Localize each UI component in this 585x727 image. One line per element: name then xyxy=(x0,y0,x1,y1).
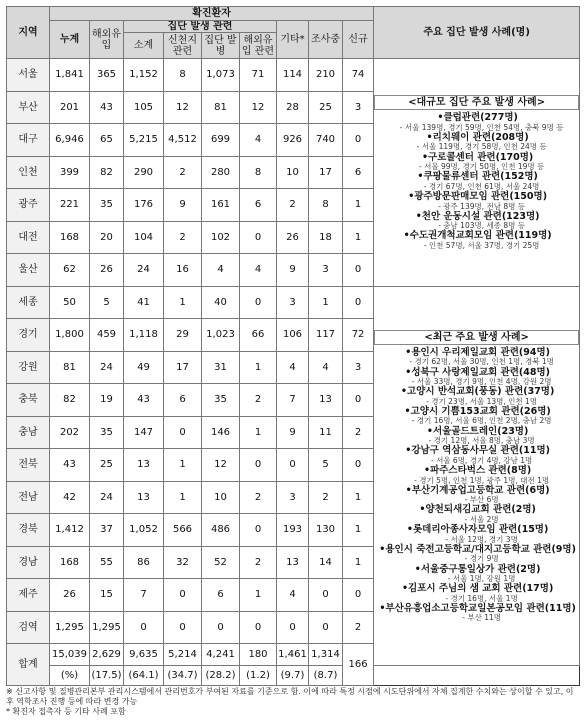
invest-cell: 117 xyxy=(309,319,343,352)
ov_rel-cell: 4 xyxy=(240,254,277,287)
new-cell: 72 xyxy=(343,319,374,352)
region-cell: 경남 xyxy=(7,546,50,579)
case-detail: - 서울 12명, 경기 3명 xyxy=(374,536,579,544)
case-item: • 파주스타벅스 관련(8명) xyxy=(374,466,579,476)
subtotal-cell: 41 xyxy=(124,286,164,319)
case-detail: - 경기 5명, 인천 1명, 광주 1명, 대전 1명 xyxy=(374,477,579,485)
case-item: • 강남구 역삼동사무실 관련(11명) xyxy=(374,446,579,456)
header-group: 집단 발병 xyxy=(202,33,240,59)
shincheonji-cell: 1 xyxy=(164,481,202,514)
case-detail: - 경기 67명, 인천 61명, 서울 24명 xyxy=(374,183,579,191)
shincheonji-cell: 8 xyxy=(164,59,202,92)
subtotal-cell: 1,052 xyxy=(124,514,164,547)
group-cell: 4 xyxy=(202,254,240,287)
ov_rel-cell: 1 xyxy=(240,579,277,612)
ov_rel-cell: 12 xyxy=(240,91,277,124)
overseas-cell: 20 xyxy=(90,221,124,254)
subtotal-cell: 5,215 xyxy=(124,124,164,157)
subtotal-cell: 105 xyxy=(124,91,164,124)
table-row xyxy=(7,286,580,319)
region-cell: 대전 xyxy=(7,221,50,254)
group-cell: 1,023 xyxy=(202,319,240,352)
ov_rel-cell: 1 xyxy=(240,416,277,449)
overseas-cell: 365 xyxy=(90,59,124,92)
header-new: 신규 xyxy=(343,21,374,59)
case-item: • 고양시 반석교회(풍동) 관련(37명) xyxy=(374,387,579,397)
other-cell: 114 xyxy=(277,59,309,92)
case-list xyxy=(374,330,579,623)
region-cell: 충북 xyxy=(7,384,50,417)
other-cell: 0 xyxy=(277,611,309,644)
new-cell: 1 xyxy=(343,546,374,579)
subtotal-cell: 1,118 xyxy=(124,319,164,352)
overseas-cell: 19 xyxy=(90,384,124,417)
region-cell: 부산 xyxy=(7,91,50,124)
header-cases: 주요 집단 발생 사례(명) xyxy=(374,7,580,59)
group-cell: 102 xyxy=(202,221,240,254)
region-cell: 울산 xyxy=(7,254,50,287)
ov_rel-cell: 6 xyxy=(240,189,277,222)
case-item: • 용인시 우리제일교회 관련(94명) xyxy=(374,348,579,358)
ov_rel-cell: 0 xyxy=(240,449,277,482)
ov_rel-cell: 8 xyxy=(240,156,277,189)
ov_rel-cell: 4 xyxy=(240,124,277,157)
overseas-cell: 15 xyxy=(90,579,124,612)
percent-ov_rel-cell: (1.2) xyxy=(240,666,277,686)
subtotal-cell: 147 xyxy=(124,416,164,449)
other-cell: 9 xyxy=(277,254,309,287)
shincheonji-cell: 1 xyxy=(164,286,202,319)
total-cell: 201 xyxy=(50,91,90,124)
footnote: * 확진자 접촉자 등 기타 사례 포함 xyxy=(6,707,126,716)
total-new-cell: 166 xyxy=(343,644,374,686)
other-cell: 106 xyxy=(277,319,309,352)
total-cell: 81 xyxy=(50,351,90,384)
invest-cell: 2 xyxy=(309,481,343,514)
case-item: • 클럽관련(277명) xyxy=(374,113,579,123)
invest-cell: 17 xyxy=(309,156,343,189)
subtotal-cell: 176 xyxy=(124,189,164,222)
subtotal-cell: 7 xyxy=(124,579,164,612)
header-shincheonji: 신천지 관련 xyxy=(164,33,202,59)
percent-group-cell: (28.2) xyxy=(202,666,240,686)
case-item: • 광주방문판매모임 관련(150명) xyxy=(374,192,579,202)
overseas-cell: 1,295 xyxy=(90,611,124,644)
new-cell: 3 xyxy=(343,91,374,124)
percent-invest-cell: (8.7) xyxy=(309,666,343,686)
case-section-heading: <최근 주요 발생 사례> xyxy=(374,330,579,345)
invest-cell: 0 xyxy=(309,579,343,612)
totals-percent-row xyxy=(7,666,580,686)
shincheonji-cell: 0 xyxy=(164,579,202,612)
group-cell: 1,073 xyxy=(202,59,240,92)
case-item: • 리치웨이 관련(208명) xyxy=(374,133,579,143)
other-cell: 926 xyxy=(277,124,309,157)
total-cell: 202 xyxy=(50,416,90,449)
other-cell: 3 xyxy=(277,481,309,514)
percent-total-cell: (%) xyxy=(50,666,90,686)
group-cell: 6 xyxy=(202,579,240,612)
invest-cell: 14 xyxy=(309,546,343,579)
other-cell: 3 xyxy=(277,286,309,319)
case-detail: - 경기 12명, 서울 8명, 충남 3명 xyxy=(374,437,579,445)
new-cell: 1 xyxy=(343,481,374,514)
region-cell: 서울 xyxy=(7,59,50,92)
region-cell: 검역 xyxy=(7,611,50,644)
footnote: ※ 신고사항 및 질병관리본부 관리시스템에서 관리번호가 부여된 자료를 기준으로 함. 이에 따라 특정 시점에 시도단위에서 자체 집계한 수치와는 상이할 수 있고, 이후 역학조사 진행 등에 따라 변경 가능 xyxy=(6,687,574,706)
case-detail: - 서울 2명 xyxy=(374,516,579,524)
new-cell: 3 xyxy=(343,351,374,384)
case-detail: - 서울 99명, 경기 50명, 인천 19명 등 xyxy=(374,163,579,171)
total-cell: 1,841 xyxy=(50,59,90,92)
overseas-cell: 55 xyxy=(90,546,124,579)
ov_rel-cell: 0 xyxy=(240,221,277,254)
shincheonji-cell: 29 xyxy=(164,319,202,352)
shincheonji-cell: 16 xyxy=(164,254,202,287)
other-cell: 26 xyxy=(277,221,309,254)
shincheonji-cell: 32 xyxy=(164,546,202,579)
total-cell: 62 xyxy=(50,254,90,287)
ov_rel-cell: 1 xyxy=(240,351,277,384)
total-cell: 42 xyxy=(50,481,90,514)
case-detail: - 경기 62명, 서울 30명, 인천 1명, 경북 1명 xyxy=(374,358,579,366)
other-cell: 4 xyxy=(277,579,309,612)
case-detail: - 부산 11명 xyxy=(374,614,579,622)
other-cell: 28 xyxy=(277,91,309,124)
new-cell: 0 xyxy=(343,286,374,319)
footnotes xyxy=(6,687,579,717)
group-cell: 31 xyxy=(202,351,240,384)
shincheonji-cell: 0 xyxy=(164,416,202,449)
header-region: 지역 xyxy=(7,7,50,59)
subtotal-cell: 13 xyxy=(124,449,164,482)
total-cell: 50 xyxy=(50,286,90,319)
header-investigating: 조사중 xyxy=(309,21,343,59)
case-detail: - 부산 6명 xyxy=(374,496,579,504)
region-cell: 대구 xyxy=(7,124,50,157)
overseas-cell: 24 xyxy=(90,481,124,514)
group-cell: 35 xyxy=(202,384,240,417)
header-cluster: 집단 발생 관련 xyxy=(124,21,277,33)
ov_rel-cell: 2 xyxy=(240,481,277,514)
totals-label: 합계 xyxy=(7,644,50,686)
shincheonji-cell: 4,512 xyxy=(164,124,202,157)
group-cell: 161 xyxy=(202,189,240,222)
group-cell: 146 xyxy=(202,416,240,449)
case-item: • 부산기계공업고등학교 관련(6명) xyxy=(374,486,579,496)
percent-shincheonji-cell: (34.7) xyxy=(164,666,202,686)
case-detail: - 충남 103명, 세종 8명 등 xyxy=(374,222,579,230)
total-cell: 1,800 xyxy=(50,319,90,352)
new-cell: 2 xyxy=(343,611,374,644)
new-cell: 2 xyxy=(343,416,374,449)
overseas-cell: 35 xyxy=(90,189,124,222)
total-cell: 82 xyxy=(50,384,90,417)
shincheonji-cell: 17 xyxy=(164,351,202,384)
case-list xyxy=(374,95,579,250)
case-detail: - 서울 1명, 강원 1명 xyxy=(374,575,579,583)
table-row xyxy=(7,59,580,92)
case-detail: - 서울 33명, 경기 9명, 인천 4명, 강원 2명 xyxy=(374,378,579,386)
region-cell: 인천 xyxy=(7,156,50,189)
percent-other-cell: (9.7) xyxy=(277,666,309,686)
group-cell: 40 xyxy=(202,286,240,319)
other-cell: 0 xyxy=(277,449,309,482)
shincheonji-cell: 0 xyxy=(164,611,202,644)
percent-subtotal-cell: (64.1) xyxy=(124,666,164,686)
group-cell: 486 xyxy=(202,514,240,547)
overseas-cell: 37 xyxy=(90,514,124,547)
total-cell: 399 xyxy=(50,156,90,189)
overseas-cell: 26 xyxy=(90,254,124,287)
shincheonji-cell: 12 xyxy=(164,91,202,124)
case-item: • 서울골드트레인(23명) xyxy=(374,427,579,437)
total-total-cell: 15,039 xyxy=(50,644,90,666)
region-cell: 광주 xyxy=(7,189,50,222)
invest-cell: 13 xyxy=(309,384,343,417)
region-cell: 제주 xyxy=(7,579,50,612)
total-cell: 168 xyxy=(50,546,90,579)
table-body xyxy=(7,59,580,686)
case-item: • 용인시 죽전고등학교/대지고등학교 관련(9명) xyxy=(374,545,579,555)
case-detail: - 경기 16명, 서울 1명 xyxy=(374,595,579,603)
overseas-cell: 65 xyxy=(90,124,124,157)
header-total: 누계 xyxy=(50,21,90,59)
other-cell: 7 xyxy=(277,384,309,417)
ov_rel-cell: 2 xyxy=(240,384,277,417)
ov_rel-cell: 0 xyxy=(240,286,277,319)
ov_rel-cell: 0 xyxy=(240,611,277,644)
case-detail: - 서울 139명, 경기 59명, 인천 54명, 충북 9명 등 xyxy=(374,124,579,132)
new-cell: 74 xyxy=(343,59,374,92)
case-detail: - 경기 9명 xyxy=(374,555,579,563)
shincheonji-cell: 566 xyxy=(164,514,202,547)
case-item: • 고양시 기쁨153교회 관련(26명) xyxy=(374,407,579,417)
total-shincheonji-cell: 5,214 xyxy=(164,644,202,666)
total-invest-cell: 1,314 xyxy=(309,644,343,666)
case-item: • 양천되새김교회 관련(2명) xyxy=(374,505,579,515)
overseas-cell: 459 xyxy=(90,319,124,352)
invest-cell: 0 xyxy=(309,611,343,644)
ov_rel-cell: 66 xyxy=(240,319,277,352)
invest-cell: 210 xyxy=(309,59,343,92)
percent-overseas-cell: (17.5) xyxy=(90,666,124,686)
overseas-cell: 35 xyxy=(90,416,124,449)
total-subtotal-cell: 9,635 xyxy=(124,644,164,666)
header-overseas-related: 해외유입 관련 xyxy=(240,33,277,59)
invest-cell: 8 xyxy=(309,189,343,222)
group-cell: 81 xyxy=(202,91,240,124)
new-cell: 1 xyxy=(343,221,374,254)
overseas-cell: 25 xyxy=(90,449,124,482)
other-cell: 2 xyxy=(277,189,309,222)
case-item: • 부산유흥업소고등학교일본공모임 관련(11명) xyxy=(374,604,579,614)
recent-cases-cell xyxy=(374,286,580,666)
shincheonji-cell: 1 xyxy=(164,449,202,482)
case-item: • 구로콜센터 관련(170명) xyxy=(374,153,579,163)
total-cell: 43 xyxy=(50,449,90,482)
invest-cell: 25 xyxy=(309,91,343,124)
invest-cell: 5 xyxy=(309,449,343,482)
shincheonji-cell: 2 xyxy=(164,221,202,254)
case-item: • 롯데리아종사자모임 관련(15명) xyxy=(374,525,579,535)
case-detail: - 서울 6명, 경기 4명, 강남 1명 xyxy=(374,457,579,465)
group-cell: 280 xyxy=(202,156,240,189)
total-cell: 221 xyxy=(50,189,90,222)
new-cell: 0 xyxy=(343,579,374,612)
subtotal-cell: 13 xyxy=(124,481,164,514)
region-cell: 강원 xyxy=(7,351,50,384)
case-detail: - 경기 23명, 서울 13명, 인천 1명 xyxy=(374,398,579,406)
case-detail: - 인천 57명, 서울 37명, 경기 25명 xyxy=(374,242,579,250)
region-cell: 세종 xyxy=(7,286,50,319)
total-cell: 168 xyxy=(50,221,90,254)
case-item: • 천안 운동시설 관련(123명) xyxy=(374,212,579,222)
major-cases-cell xyxy=(374,59,580,287)
region-cell: 충남 xyxy=(7,416,50,449)
overseas-cell: 82 xyxy=(90,156,124,189)
new-cell: 1 xyxy=(343,189,374,222)
total-cell: 1,412 xyxy=(50,514,90,547)
new-cell: 0 xyxy=(343,254,374,287)
shincheonji-cell: 6 xyxy=(164,384,202,417)
header-other: 기타* xyxy=(277,21,309,59)
other-cell: 10 xyxy=(277,156,309,189)
total-group-cell: 4,241 xyxy=(202,644,240,666)
subtotal-cell: 49 xyxy=(124,351,164,384)
case-item: • 수도권개척교회모임 관련(119명) xyxy=(374,231,579,241)
invest-cell: 130 xyxy=(309,514,343,547)
other-cell: 193 xyxy=(277,514,309,547)
case-item: • 성북구 사랑제일교회 관련(48명) xyxy=(374,368,579,378)
invest-cell: 11 xyxy=(309,416,343,449)
header-confirmed: 확진환자 xyxy=(50,7,374,21)
group-cell: 12 xyxy=(202,449,240,482)
subtotal-cell: 43 xyxy=(124,384,164,417)
shincheonji-cell: 9 xyxy=(164,189,202,222)
header-overseas: 해외유입 xyxy=(90,21,124,59)
new-cell: 0 xyxy=(343,449,374,482)
overseas-cell: 5 xyxy=(90,286,124,319)
ov_rel-cell: 0 xyxy=(240,514,277,547)
total-cell: 6,946 xyxy=(50,124,90,157)
region-cell: 전북 xyxy=(7,449,50,482)
other-cell: 13 xyxy=(277,546,309,579)
case-detail: - 경기 16명, 서울 6명, 인천 2명, 충남 2명 xyxy=(374,417,579,425)
header-subtotal: 소계 xyxy=(124,33,164,59)
group-cell: 52 xyxy=(202,546,240,579)
overseas-cell: 24 xyxy=(90,351,124,384)
subtotal-cell: 290 xyxy=(124,156,164,189)
invest-cell: 4 xyxy=(309,351,343,384)
region-cell: 전남 xyxy=(7,481,50,514)
group-cell: 10 xyxy=(202,481,240,514)
subtotal-cell: 104 xyxy=(124,221,164,254)
confirmed-cases-table xyxy=(6,6,580,686)
total-overseas-cell: 2,629 xyxy=(90,644,124,666)
new-cell: 0 xyxy=(343,384,374,417)
group-cell: 0 xyxy=(202,611,240,644)
case-section-heading: <대규모 집단 주요 발생 사례> xyxy=(374,95,579,110)
invest-cell: 740 xyxy=(309,124,343,157)
total-ov_rel-cell: 180 xyxy=(240,644,277,666)
total-cell: 1,295 xyxy=(50,611,90,644)
new-cell: 1 xyxy=(343,514,374,547)
group-cell: 699 xyxy=(202,124,240,157)
case-item: • 김포시 주님의 샘 교회 관련(17명) xyxy=(374,584,579,594)
total-other-cell: 1,461 xyxy=(277,644,309,666)
subtotal-cell: 86 xyxy=(124,546,164,579)
overseas-cell: 43 xyxy=(90,91,124,124)
invest-cell: 1 xyxy=(309,286,343,319)
subtotal-cell: 24 xyxy=(124,254,164,287)
other-cell: 9 xyxy=(277,416,309,449)
region-cell: 경기 xyxy=(7,319,50,352)
case-detail: - 광주 139명, 전남 8명 등 xyxy=(374,203,579,211)
invest-cell: 3 xyxy=(309,254,343,287)
total-cell: 26 xyxy=(50,579,90,612)
other-cell: 4 xyxy=(277,351,309,384)
subtotal-cell: 0 xyxy=(124,611,164,644)
case-item: • 서울중구통일상가 관련(2명) xyxy=(374,565,579,575)
new-cell: 0 xyxy=(343,124,374,157)
new-cell: 6 xyxy=(343,156,374,189)
shincheonji-cell: 2 xyxy=(164,156,202,189)
invest-cell: 18 xyxy=(309,221,343,254)
ov_rel-cell: 71 xyxy=(240,59,277,92)
case-detail: - 서울 119명, 경기 58명, 인천 24명 등 xyxy=(374,143,579,151)
region-cell: 경북 xyxy=(7,514,50,547)
ov_rel-cell: 2 xyxy=(240,546,277,579)
case-item: • 쿠팡물류센터 관련(152명) xyxy=(374,172,579,182)
subtotal-cell: 1,152 xyxy=(124,59,164,92)
